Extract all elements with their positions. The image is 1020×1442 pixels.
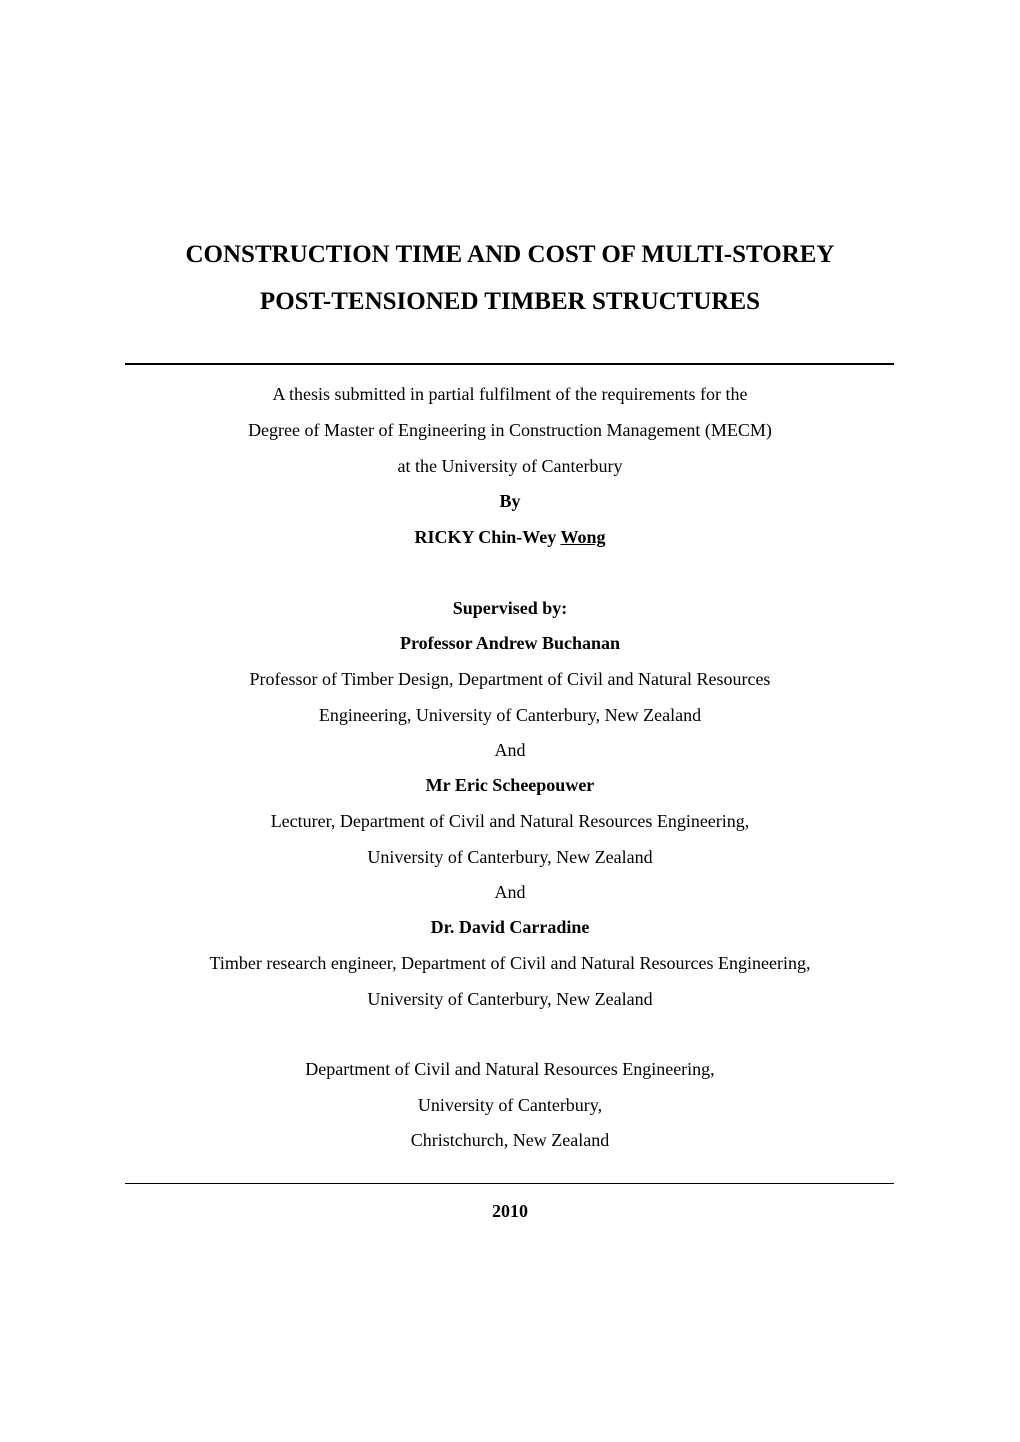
thesis-title-line-1: CONSTRUCTION TIME AND COST OF MULTI-STOREY (185, 241, 835, 268)
submission-line-1: A thesis submitted in partial fulfilment of the requirements for the (272, 384, 748, 404)
supervisor-2-name: Mr Eric Scheepouwer (425, 775, 595, 795)
supervisor-2-affiliation-2: University of Canterbury, New Zealand (367, 847, 653, 867)
institution-line-2: University of Canterbury, (417, 1095, 603, 1115)
year: 2010 (492, 1201, 528, 1221)
by-label: By (499, 491, 521, 511)
supervisor-3-affiliation-2: University of Canterbury, New Zealand (367, 989, 653, 1009)
submission-line-2: Degree of Master of Engineering in Construction Management (MECM) (248, 420, 772, 440)
supervisor-3-affiliation-1: Timber research engineer, Department of Civil and Natural Resources Engineering, (209, 953, 811, 973)
thesis-title-line-2: POST-TENSIONED TIMBER STRUCTURES (259, 288, 761, 315)
author-name (0, 526, 1020, 548)
institution-line-1: Department of Civil and Natural Resources Engineering, (305, 1059, 715, 1079)
submission-line-3: at the University of Canterbury (397, 456, 623, 476)
and-separator-1: And (494, 740, 526, 760)
supervisor-1-name: Professor Andrew Buchanan (399, 633, 621, 653)
supervisor-1-affiliation-2: Engineering, University of Canterbury, New Zealand (318, 705, 702, 725)
supervisor-3-name: Dr. David Carradine (430, 917, 590, 937)
author-family-name: Wong (560, 527, 606, 547)
author-given-names: RICKY Chin-Wey (414, 527, 557, 547)
title-divider (125, 363, 894, 365)
supervisor-2-affiliation-1: Lecturer, Department of Civil and Natural Resources Engineering, (270, 811, 750, 831)
year-divider (125, 1183, 894, 1184)
supervised-by-heading: Supervised by: (452, 598, 568, 618)
institution-line-3: Christchurch, New Zealand (410, 1130, 610, 1150)
supervisor-1-affiliation-1: Professor of Timber Design, Department of Civil and Natural Resources (249, 669, 771, 689)
and-separator-2: And (494, 882, 526, 902)
